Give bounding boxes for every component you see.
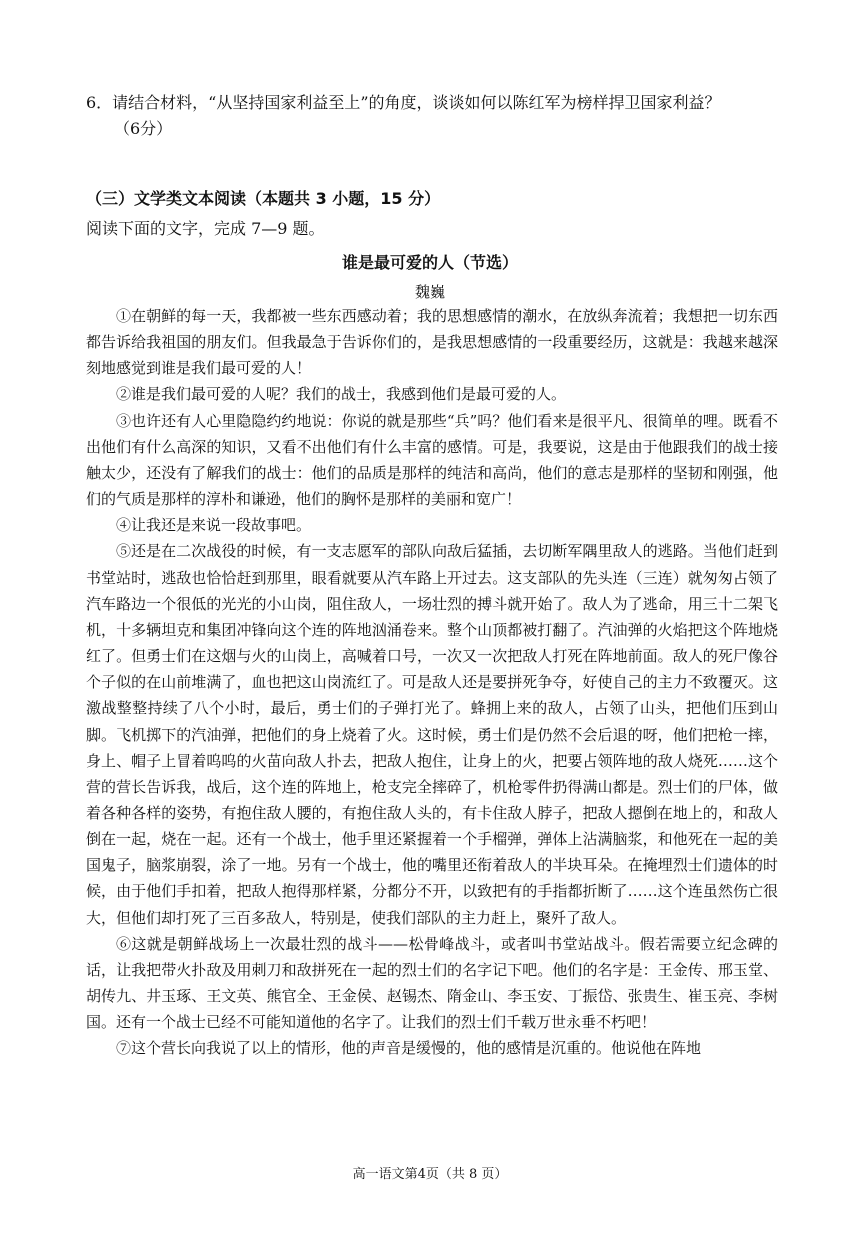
paragraph-6: ⑥这就是朝鲜战场上一次最壮烈的战斗——松骨峰战斗，或者叫书堂站战斗。假若需要立纪念碑的话，让我把带火扑敌及用刺刀和敌拼死在一起的烈士们的名字记下吧。他们的名字是：王金传、邢玉堂、胡传九、井玉琢、王文英、熊官全、王金侯、赵锡杰、隋金山、李玉安、丁振岱、张贵生、崔玉亮、李树国。还有一个战士已经不可能知道他的名字了。让我们的烈士们千载万世永垂不朽吧！ (86, 934, 778, 1032)
reading-instruction: 阅读下面的文字，完成 7—9 题。 (86, 219, 325, 238)
question-6-points: （6分） (114, 119, 173, 138)
section-title: （三）文学类文本阅读（本题共 3 小题，15 分） (86, 189, 441, 208)
article-title: 谁是最可爱的人（节选） (341, 253, 518, 272)
paragraph-3: ③也许还有人心里隐隐约约地说：你说的就是那些“兵”吗？他们看来是很平凡、很简单的哩。既看不出他们有什么高深的知识，又看不出他们有什么丰富的感情。可是，我要说，这是由于他跟我们的战士接触太少，还没有了解我们的战士：他们的品质是那样的纯洁和高尚，他们的意志是那样的坚韧和刚强，他们的气质是那样的淳朴和谦逊，他们的胸怀是那样的美丽和宽广！ (86, 411, 778, 509)
paragraph-2: ②谁是我们最可爱的人呢？我们的战士，我感到他们是最可爱的人。 (116, 385, 567, 404)
paragraph-7: ⑦这个营长向我说了以上的情形，他的声音是缓慢的，他的感情是沉重的。他说他在阵地 (116, 1039, 702, 1058)
page-footer: 高一语文第4页（共 8 页） (352, 1167, 508, 1182)
paragraph-1: ①在朝鲜的每一天，我都被一些东西感动着；我的思想感情的潮水，在放纵奔流着；我想把一切东西都告诉给我祖国的朋友们。但我最急于告诉你们的，是我思想感情的一段重要经历，这就是：我越来越深刻地感觉到谁是我们最可爱的人！ (86, 307, 778, 378)
article-body (86, 303, 778, 1062)
paragraph-5: ⑤还是在二次战役的时候，有一支志愿军的部队向敌后猛插，去切断军隅里敌人的逃路。当他们赶到书堂站时，逃敌也恰恰赶到那里，眼看就要从汽车路上开过去。这支部队的先头连（三连）就匆匆占领了汽车路边一个很低的光光的小山岗，阻住敌人，一场壮烈的搏斗就开始了。敌人为了逃命，用三十二架飞机，十多辆坦克和集团冲锋向这个连的阵地汹涌卷来。整个山顶都被打翻了。汽油弹的火焰把这个阵地烧红了。但勇士们在这烟与火的山岗上，高喊着口号，一次又一次把敌人打死在阵地前面。敌人的死尸像谷个子似的在山前堆满了，血也把这山岗流红了。可是敌人还是要拼死争夺，好使自己的主力不致覆灭。这激战整整持续了八个小时，最后，勇士们的子弹打光了。蜂拥上来的敌人，占领了山头，把他们压到山脚。飞机掷下的汽油弹，把他们的身上烧着了火。这时候，勇士们是仍然不会后退的呀，他们把枪一摔，身上、帽子上冒着呜呜的火苗向敌人扑去，把敌人抱住，让身上的火，把要占领阵地的敌人烧死……这个营的营长告诉我，战后，这个连的阵地上，枪支完全摔碎了，机枪零件扔得满山都是。烈士们的尸体，做着各种各样的姿势，有抱住敌人腰的，有抱住敌人头的，有卡住敌人脖子，把敌人摁倒在地上的，和敌人倒在一起，烧在一起。还有一个战士，他手里还紧握着一个手榴弹，弹体上沾满脑浆，和他死在一起的美国鬼子，脑浆崩裂，涂了一地。另有一个战士，他的嘴里还衔着敌人的半块耳朵。在掩埋烈士们遗体的时候，由于他们手扣着，把敌人抱得那样紧，分都分不开，以致把有的手指都折断了……这个连虽然伤亡很大，但他们却打死了三百多敌人，特别是，使我们部队的主力赶上，聚歼了敌人。 (86, 542, 778, 927)
paragraph-4: ④让我还是来说一段故事吧。 (116, 516, 312, 535)
question-6 (86, 90, 786, 142)
question-6-text: 6．请结合材料，“从坚持国家利益至上”的角度，谈谈如何以陈红军为榜样捍卫国家利益？ (86, 93, 721, 112)
article-author: 魏巍 (414, 283, 445, 301)
